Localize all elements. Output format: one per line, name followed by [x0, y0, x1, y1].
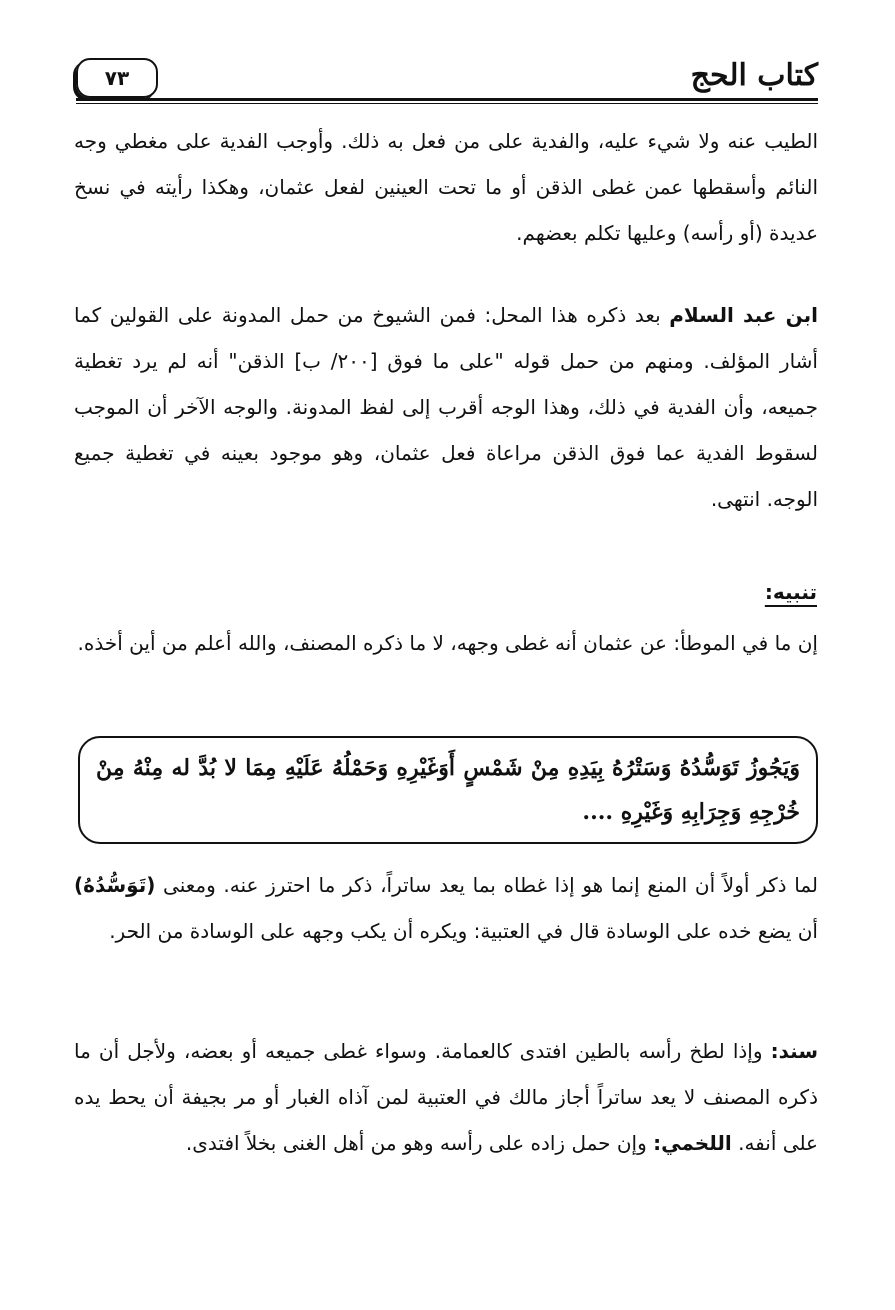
chapter-title: كتاب الحج	[690, 58, 818, 93]
paragraph-2	[74, 292, 818, 522]
paragraph-5	[74, 1028, 818, 1166]
matn-quote-box: وَيَجُوزُ تَوَسُّدُهُ وَسَتْرُهُ بِيَدِهِ مِنْ شَمْسٍ أَوَغَيْرِهِ وَحَمْلُهُ عَلَيْهِ مِمَا لا بُدَّ له مِنْهُ مِنْ خُرْجِهِ وَجِرَابِهِ وَغَيْرِهِ ....	[78, 736, 818, 844]
page-header	[76, 50, 818, 106]
paragraph-5-part-1: وإذا لطخ رأسه بالطين افتدى كالعمامة. وسواء غطى جميعه أو بعضه، ولأجل أن ما ذكره المصنف لا يعد ساتراً أجاز مالك في العتبية لمن آذاه الغبار أو مر بجيفة أن يحط يده على أنفه.	[74, 1039, 818, 1155]
paragraph-2-text: بعد ذكره هذا المحل: فمن الشيوخ من حمل المدونة على القولين كما أشار المؤلف. ومنهم من حمل قوله "على ما فوق [٢٠٠/ ب] الذقن" أنه لم يرد تغطية جميعه، وأن الفدية في ذلك، وهذا الوجه أقرب إلى لفظ المدونة. والوجه الآخر أن الموجب لسقوط الفدية عما فوق الذقن مراعاة فعل عثمان، وهو موجود بعينه في تغطية جميع الوجه. انتهى.	[74, 303, 818, 511]
paragraph-4-part-1: لما ذكر أولاً أن المنع إنما هو إذا غطاه بما يعد ساتراً، ذكر ما احترز عنه. ومعنى	[155, 873, 818, 897]
speaker-sanad: سند:	[770, 1039, 818, 1063]
paragraph-1: الطيب عنه ولا شيء عليه، والفدية على من فعل به ذلك. وأوجب الفدية على مغطي وجه النائم وأسقطها عمن غطى الذقن أو ما تحت العينين لفعل عثمان، وهكذا رأيته في نسخ عديدة (أو رأسه) وعليها تكلم بعضهم.	[74, 129, 818, 245]
tanbih-heading: تنبيه:	[764, 580, 817, 604]
speaker-ibn-abd-al-salam: ابن عبد السلام	[669, 303, 818, 327]
term-tawassuduhu: (تَوَسُّدُهُ)	[74, 873, 156, 897]
paragraph-4-part-2: أن يضع خده على الوسادة قال في العتبية: ويكره أن يكب وجهه على الوسادة من الحر.	[109, 919, 818, 943]
paragraph-3: إن ما في الموطأ: عن عثمان أنه غطى وجهه، لا ما ذكره المصنف، والله أعلم من أين أخذه.	[77, 631, 818, 655]
paragraph-5-part-2: وإن حمل زاده على رأسه وهو من أهل الغنى بخلاً افتدى.	[185, 1131, 654, 1155]
header-rule	[76, 98, 818, 101]
header-rule-thin	[76, 103, 818, 104]
page-number: ٧٣	[76, 58, 158, 98]
speaker-lakhmi: اللخمي:	[653, 1131, 732, 1155]
paragraph-4	[74, 862, 818, 954]
